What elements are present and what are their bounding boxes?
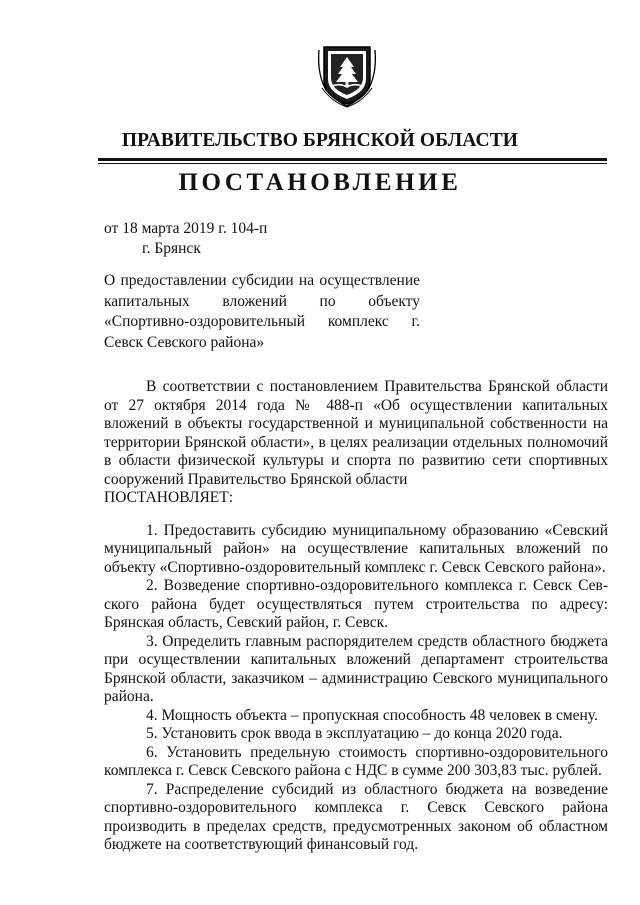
clause-item: 3. Определить главным распорядителем средств областного бюджета при осуществлении капитальных вложений департамент строительства Брянской области, заказчиком – администрацию Севского муниципального района. (104, 632, 608, 705)
clause-item: 7. Распределение субсидий из областного бюджета на возведение спортивно-оздоровительного комплекса г. Севск Севского района производить в пределах средств, предусмотренных законом об областном бюджете на соответствующий финансовый год. (104, 780, 608, 853)
header-thick-rule (98, 158, 607, 161)
clause-item: 1. Предоставить субсидию муниципальному образованию «Севский муниципальный район» на осуществление капитальных вложений по объекту «Спортивно-оздоровительный комплекс г. Севск Севского района». (104, 521, 608, 576)
resolve-heading: ПОСТАНОВЛЯЕТ: (104, 489, 234, 506)
clause-item: 2. Возведение спортивно-оздоровительного комплекса г. Севск Севского района будет осуществляться путем строительства по адресу: Брянская область, Севский район, г. Севск. (104, 577, 608, 631)
organization-name: ПРАВИТЕЛЬСТВО БРЯНСКОЙ ОБЛАСТИ (121, 130, 519, 151)
document-subject: О предоставлении субсидии на осуществление капитальных вложений по объекту «Спортивно-оздоровительный комплекс г. Севск Севского района» (104, 272, 420, 351)
clause-item: 5. Установить срок ввода в эксплуатацию – до конца 2020 года. (146, 725, 563, 742)
clause-item: 6. Установить предельную стоимость спортивно-оздоровительного комплекса г. Севск Севского района с НДС в сумме 200 303,83 тыс. рублей. (104, 743, 608, 779)
document-city: г. Брянск (142, 240, 201, 257)
document-type-title: ПОСТАНОВЛЕНИЕ (178, 169, 462, 196)
document-date-number: от 18 марта 2019 г. 104-п (104, 220, 268, 237)
header-thin-rule (98, 163, 607, 164)
clause-item: 4. Мощность объекта – пропускная способность 48 человек в смену. (146, 706, 598, 724)
document-body (104, 378, 608, 855)
intro-paragraph: В соответствии с постановлением Правительства Брянской области от 27 октября 2014 года № 488-п «Об осуществлении капитальных вложений в объекты государственной и муниципальной собственности на территории Брянской области», в целях реализации отдельных полномочий в области физической культуры и спорта по развитию сети спортивных сооружений Правительство Брянской области (104, 378, 608, 488)
coat-of-arms-emblem (318, 40, 376, 108)
